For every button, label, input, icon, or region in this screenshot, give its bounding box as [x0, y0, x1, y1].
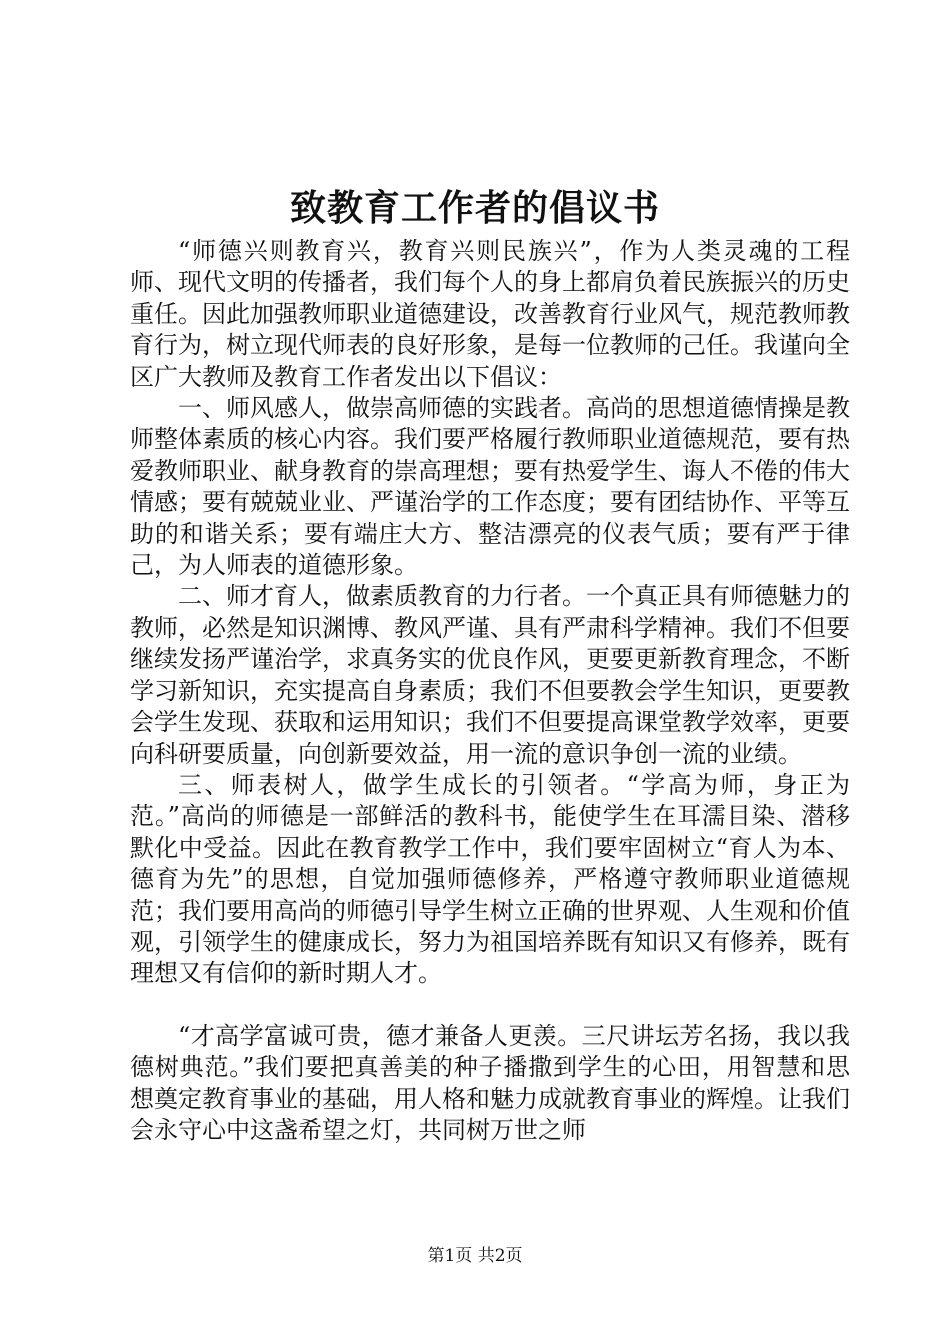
page-number-footer: 第1页 共2页	[427, 1246, 523, 1266]
paragraph-closing: “才高学富诚可贵，德才兼备人更羡。三尺讲坛芳名扬，我以我德树典范。”我们要把真善美的种子播撒到学生的心田，用智慧和思想奠定教育事业的基础，用人格和魅力成就教育事业的辉煌。让我们会永守心中这盏希望之灯，共同树万世之师	[130, 1021, 850, 1144]
document-title: 致教育工作者的倡议书	[289, 187, 660, 229]
paragraph-point-two: 二、师才育人，做素质教育的力行者。一个真正具有师德魅力的教师，必然是知识渊博、教风严谨、具有严肃科学精神。我们不但要继续发扬严谨治学，求真务实的优良作风，更要更新教育理念，不断学习新知识，充实提高自身素质；我们不但要教会学生知识，更要教会学生发现、获取和运用知识；我们不但要提高课堂教学效率，更要向科研要质量，向创新要效益，用一流的意识争创一流的业绩。	[130, 582, 850, 768]
paragraph-intro: “师德兴则教育兴，教育兴则民族兴”，作为人类灵魂的工程师、现代文明的传播者，我们每个人的身上都肩负着民族振兴的历史重任。因此加强教师职业道德建设，改善教育行业风气，规范教师教育行为，树立现代师表的良好形象，是每一位教师的己任。我谨向全区广大教师及教育工作者发出以下倡议：	[130, 237, 850, 391]
paragraph-point-one: 一、师风感人，做崇高师德的实践者。高尚的思想道德情操是教师整体素质的核心内容。我们要严格履行教师职业道德规范，要有热爱教师职业、献身教育的崇高理想；要有热爱学生、诲人不倦的伟大情感；要有兢兢业业、严谨治学的工作态度；要有团结协作、平等互助的和谐关系；要有端庄大方、整洁漂亮的仪表气质；要有严于律己，为人师表的道德形象。	[130, 394, 850, 580]
paragraph-point-three: 三、师表树人，做学生成长的引领者。“学高为师，身正为范。”高尚的师德是一部鲜活的教科书，能使学生在耳濡目染、潜移默化中受益。因此在教育教学工作中，我们要牢固树立“育人为本、德育为先”的思想，自觉加强师德修养，严格遵守教师职业道德规范；我们要用高尚的师德引导学生树立正确的世界观、人生观和价值观，引领学生的健康成长，努力为祖国培养既有知识又有修养，既有理想又有信仰的新时期人才。	[130, 770, 850, 988]
document-body	[130, 236, 850, 1146]
